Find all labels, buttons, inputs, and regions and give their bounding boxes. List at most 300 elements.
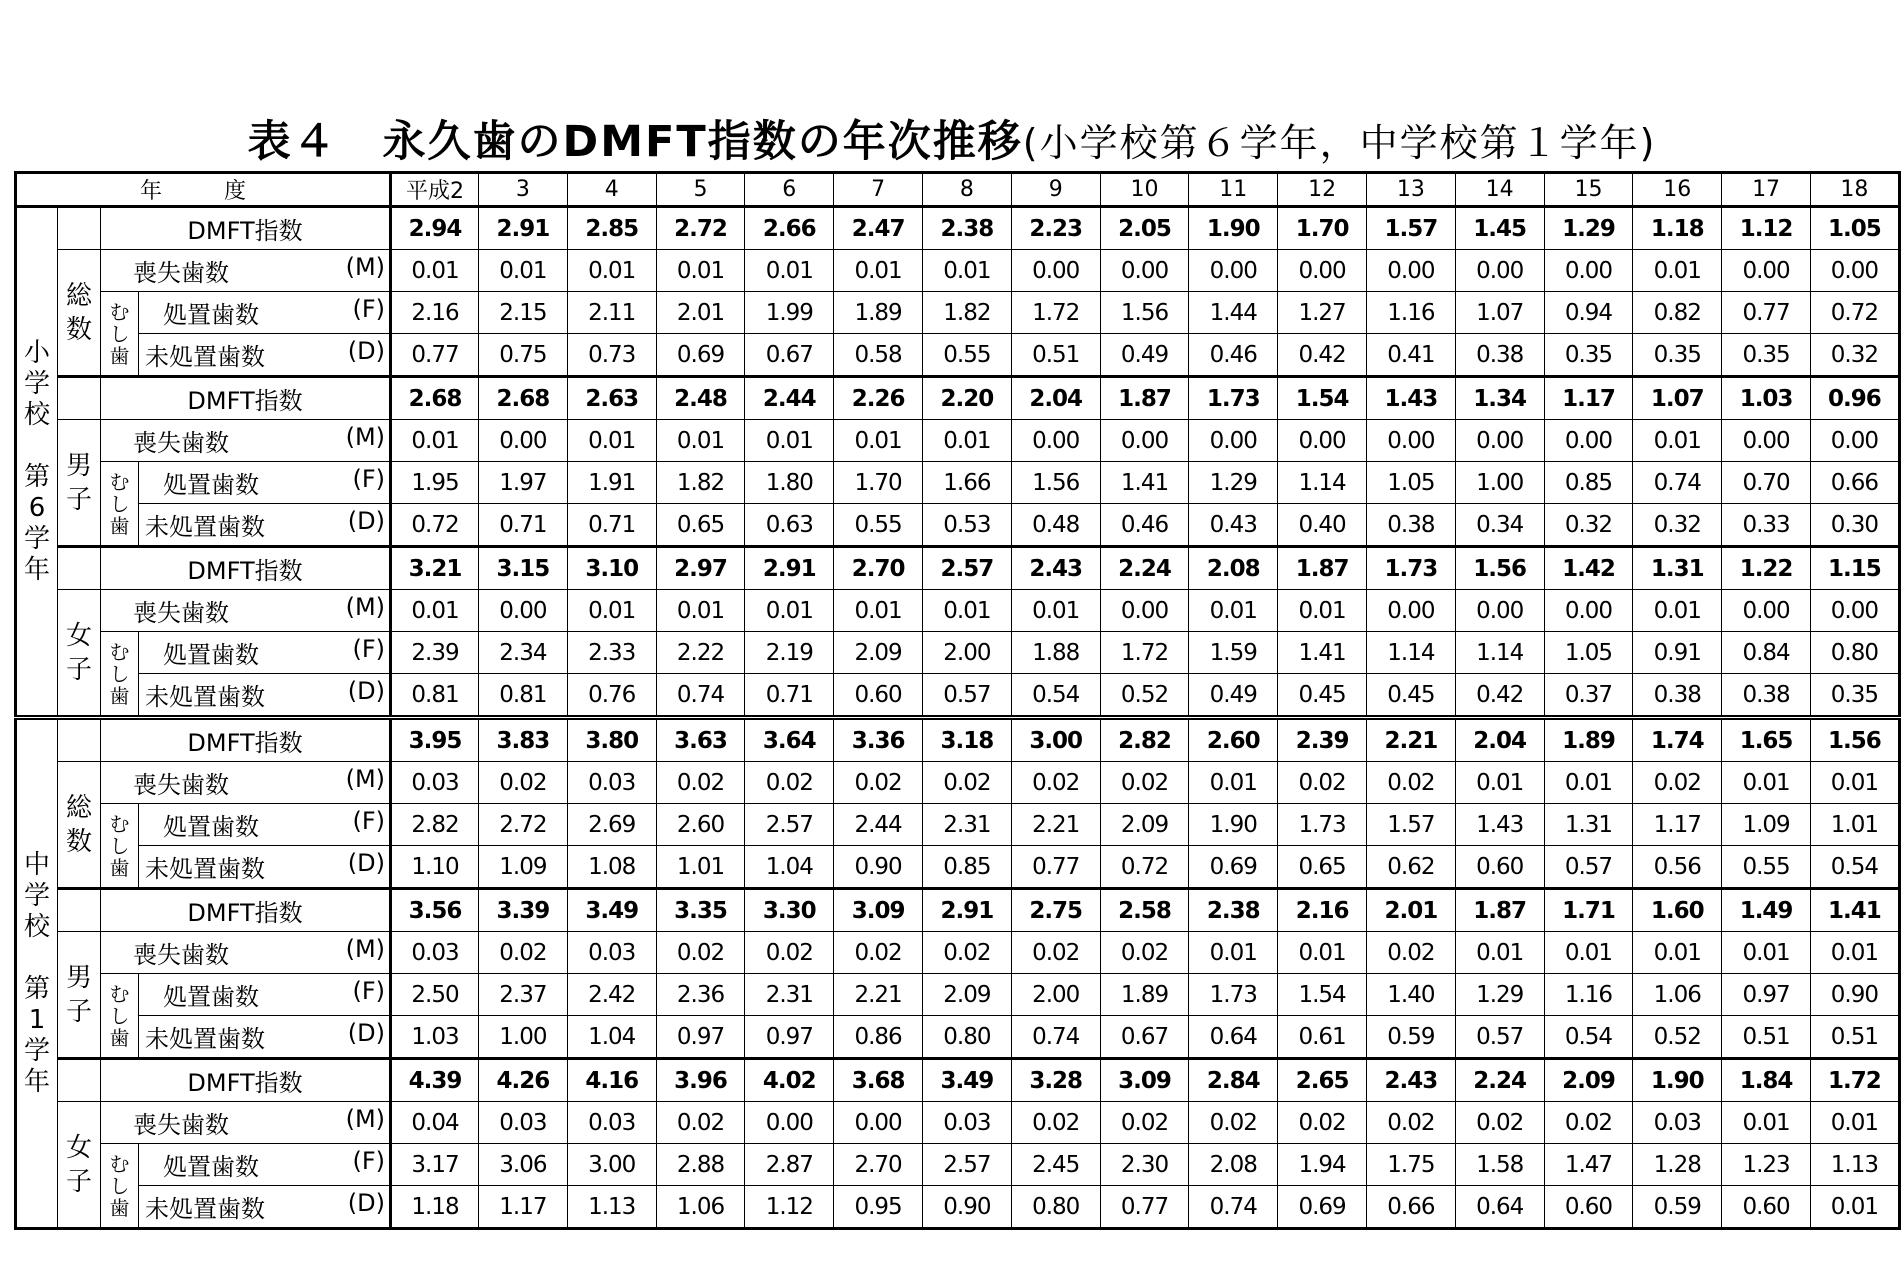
value-cell: 0.01 (479, 250, 568, 292)
value-cell: 0.00 (1810, 420, 1899, 462)
table-row (16, 250, 1900, 292)
value-cell: 2.30 (1100, 1144, 1189, 1186)
value-cell: 2.21 (1011, 804, 1100, 846)
value-cell: 1.23 (1722, 1144, 1811, 1186)
mushi-label-char: し (109, 1173, 130, 1198)
row-label-text: 処置歯数 (163, 813, 259, 841)
row-label-lost (101, 932, 391, 974)
value-cell: 1.14 (1455, 632, 1544, 674)
value-cell: 0.02 (1633, 762, 1722, 804)
value-cell: 0.85 (923, 846, 1012, 889)
value-cell: 0.00 (1722, 420, 1811, 462)
group-label-char: 子 (65, 1166, 92, 1197)
value-cell: 0.38 (1455, 334, 1544, 377)
value-cell: 0.81 (479, 674, 568, 718)
school-label (16, 207, 58, 718)
row-label-text: 処置歯数 (163, 641, 259, 669)
group-label-char: 数 (65, 826, 92, 857)
year-header-cell: 7 (834, 173, 923, 207)
value-cell: 0.01 (1810, 1102, 1899, 1144)
value-cell: 0.77 (391, 334, 479, 377)
value-cell: 2.01 (1366, 889, 1455, 932)
value-cell: 0.32 (1544, 504, 1633, 547)
table-title (0, 108, 1904, 169)
value-cell: 0.00 (1189, 250, 1278, 292)
year-header-cell: 12 (1278, 173, 1367, 207)
mushi-label-char: し (109, 491, 130, 516)
value-cell: 0.51 (1810, 1016, 1899, 1059)
group-spacer (58, 377, 101, 420)
value-cell: 1.34 (1455, 377, 1544, 420)
value-cell: 0.02 (656, 762, 745, 804)
value-cell: 0.02 (1366, 762, 1455, 804)
group-spacer (58, 889, 101, 932)
value-cell: 0.01 (1189, 932, 1278, 974)
value-cell: 2.09 (1100, 804, 1189, 846)
row-label-text: 喪失歯数 (133, 1111, 229, 1139)
value-cell: 0.64 (1455, 1186, 1544, 1229)
value-cell: 0.01 (1810, 1186, 1899, 1229)
value-cell: 0.00 (1810, 590, 1899, 632)
value-cell: 3.28 (1011, 1059, 1100, 1102)
value-cell: 0.65 (656, 504, 745, 547)
value-cell: 0.01 (1189, 762, 1278, 804)
value-cell: 1.89 (1100, 974, 1189, 1016)
title-sub: (小学校第６学年，中学校第１学年) (1022, 121, 1657, 165)
value-cell: 0.57 (1544, 846, 1633, 889)
mushi-label-char: む (109, 811, 130, 836)
value-cell: 1.09 (1722, 804, 1811, 846)
value-cell: 2.47 (834, 207, 923, 250)
value-cell: 2.48 (656, 377, 745, 420)
value-cell: 1.70 (1278, 207, 1367, 250)
value-cell: 3.56 (391, 889, 479, 932)
value-cell: 0.00 (1455, 420, 1544, 462)
value-cell: 2.57 (745, 804, 834, 846)
group-label (58, 420, 101, 547)
mushi-label-char: 歯 (109, 513, 130, 538)
value-cell: 2.01 (656, 292, 745, 334)
value-cell: 3.09 (834, 889, 923, 932)
value-cell: 2.70 (834, 1144, 923, 1186)
value-cell: 0.01 (1278, 590, 1367, 632)
group-label-char: 男 (65, 962, 92, 993)
value-cell: 2.68 (479, 377, 568, 420)
value-cell: 2.44 (745, 377, 834, 420)
value-cell: 2.22 (656, 632, 745, 674)
value-cell: 0.97 (656, 1016, 745, 1059)
value-cell: 3.09 (1100, 1059, 1189, 1102)
year-header-cell: 14 (1455, 173, 1544, 207)
value-cell: 0.51 (1722, 1016, 1811, 1059)
mushi-label-char: む (109, 299, 130, 324)
value-cell: 0.42 (1455, 674, 1544, 718)
value-cell: 1.73 (1278, 804, 1367, 846)
value-cell: 0.02 (1278, 1102, 1367, 1144)
value-cell: 2.38 (1189, 889, 1278, 932)
group-label-char: 数 (65, 314, 92, 345)
school-label-char: 学 (23, 523, 50, 554)
value-cell: 0.66 (1810, 462, 1899, 504)
value-cell: 0.72 (1810, 292, 1899, 334)
value-cell: 0.42 (1278, 334, 1367, 377)
value-cell: 1.28 (1633, 1144, 1722, 1186)
value-cell: 1.14 (1366, 632, 1455, 674)
value-cell: 2.57 (923, 547, 1012, 590)
value-cell: 1.41 (1810, 889, 1899, 932)
value-cell: 0.00 (1544, 590, 1633, 632)
value-cell: 0.52 (1633, 1016, 1722, 1059)
value-cell: 0.40 (1278, 504, 1367, 547)
value-cell: 1.73 (1189, 377, 1278, 420)
value-cell: 1.72 (1011, 292, 1100, 334)
row-label-tag: (D) (347, 1019, 386, 1047)
table-row (16, 1186, 1900, 1229)
school-label-char: 中 (23, 849, 50, 880)
value-cell: 1.90 (1189, 804, 1278, 846)
value-cell: 1.91 (567, 462, 656, 504)
value-cell: 0.97 (1722, 974, 1811, 1016)
mushi-label-char: む (109, 469, 130, 494)
value-cell: 1.04 (745, 846, 834, 889)
value-cell: 0.60 (1544, 1186, 1633, 1229)
table-row (16, 1102, 1900, 1144)
value-cell: 0.62 (1366, 846, 1455, 889)
value-cell: 2.50 (391, 974, 479, 1016)
table-row (16, 632, 1900, 674)
row-label-tag: (M) (345, 253, 386, 281)
value-cell: 1.05 (1366, 462, 1455, 504)
value-cell: 2.75 (1011, 889, 1100, 932)
value-cell: 4.02 (745, 1059, 834, 1102)
value-cell: 1.84 (1722, 1059, 1811, 1102)
year-header-cell: 9 (1011, 173, 1100, 207)
value-cell: 2.24 (1455, 1059, 1544, 1102)
group-label-char: 男 (65, 450, 92, 481)
value-cell: 3.49 (923, 1059, 1012, 1102)
value-cell: 2.37 (479, 974, 568, 1016)
group-label-char: 総 (65, 280, 92, 311)
group-label (58, 1102, 101, 1229)
value-cell: 0.51 (1011, 334, 1100, 377)
year-header-cell: 17 (1722, 173, 1811, 207)
value-cell: 1.59 (1189, 632, 1278, 674)
value-cell: 0.00 (745, 1102, 834, 1144)
value-cell: 0.01 (923, 420, 1012, 462)
mushi-label-char: 歯 (109, 683, 130, 708)
value-cell: 0.33 (1722, 504, 1811, 547)
value-cell: 1.47 (1544, 1144, 1633, 1186)
value-cell: 0.55 (1722, 846, 1811, 889)
value-cell: 1.99 (745, 292, 834, 334)
value-cell: 0.02 (1278, 762, 1367, 804)
school-label-char: 学 (23, 368, 50, 399)
value-cell: 0.64 (1189, 1016, 1278, 1059)
value-cell: 1.01 (656, 846, 745, 889)
mushi-label-char: し (109, 833, 130, 858)
value-cell: 2.85 (567, 207, 656, 250)
value-cell: 0.03 (391, 762, 479, 804)
value-cell: 0.01 (745, 590, 834, 632)
value-cell: 1.90 (1633, 1059, 1722, 1102)
value-cell: 0.01 (1633, 250, 1722, 292)
value-cell: 1.60 (1633, 889, 1722, 932)
year-header-cell: 平成2 (391, 173, 479, 207)
value-cell: 0.02 (1100, 1102, 1189, 1144)
value-cell: 0.01 (834, 420, 923, 462)
value-cell: 0.69 (1278, 1186, 1367, 1229)
value-cell: 0.69 (1189, 846, 1278, 889)
group-spacer (58, 718, 101, 762)
value-cell: 2.91 (479, 207, 568, 250)
value-cell: 0.49 (1189, 674, 1278, 718)
value-cell: 0.60 (1455, 846, 1544, 889)
year-header-cell: 15 (1544, 173, 1633, 207)
value-cell: 1.44 (1189, 292, 1278, 334)
value-cell: 1.80 (745, 462, 834, 504)
value-cell: 0.57 (923, 674, 1012, 718)
value-cell: 1.41 (1278, 632, 1367, 674)
school-label-char: 第 (23, 973, 50, 1004)
table-row (16, 1059, 1900, 1102)
mushi-label-char: し (109, 661, 130, 686)
row-label-tag: (M) (345, 1105, 386, 1133)
value-cell: 0.90 (1810, 974, 1899, 1016)
row-label-tag: (F) (352, 1147, 386, 1175)
value-cell: 1.87 (1278, 547, 1367, 590)
value-cell: 1.22 (1722, 547, 1811, 590)
value-cell: 2.15 (479, 292, 568, 334)
value-cell: 1.73 (1366, 547, 1455, 590)
table-row (16, 462, 1900, 504)
year-header-cell: 3 (479, 173, 568, 207)
value-cell: 2.63 (567, 377, 656, 420)
value-cell: 0.02 (745, 762, 834, 804)
value-cell: 2.33 (567, 632, 656, 674)
school-label-char: 1 (28, 1004, 46, 1035)
group-spacer (58, 207, 101, 250)
value-cell: 0.01 (1633, 932, 1722, 974)
value-cell: 3.96 (656, 1059, 745, 1102)
value-cell: 3.63 (656, 718, 745, 762)
value-cell: 2.43 (1011, 547, 1100, 590)
row-label-lost (101, 762, 391, 804)
value-cell: 2.82 (391, 804, 479, 846)
value-cell: 0.02 (479, 932, 568, 974)
row-label-text: 処置歯数 (163, 301, 259, 329)
table-row (16, 846, 1900, 889)
value-cell: 1.71 (1544, 889, 1633, 932)
table-row (16, 292, 1900, 334)
group-label-char: 子 (65, 996, 92, 1027)
value-cell: 0.00 (1278, 420, 1367, 462)
value-cell: 4.26 (479, 1059, 568, 1102)
value-cell: 1.89 (1544, 718, 1633, 762)
value-cell: 0.91 (1633, 632, 1722, 674)
year-header-cell: 4 (567, 173, 656, 207)
value-cell: 0.72 (391, 504, 479, 547)
row-label-decayed (139, 334, 391, 377)
value-cell: 1.01 (1810, 804, 1899, 846)
row-label-lost (101, 250, 391, 292)
row-label-text: 処置歯数 (163, 1153, 259, 1181)
value-cell: 3.49 (567, 889, 656, 932)
table-row (16, 377, 1900, 420)
value-cell: 0.80 (1810, 632, 1899, 674)
value-cell: 0.00 (1100, 420, 1189, 462)
value-cell: 0.02 (1011, 1102, 1100, 1144)
school-label-char: 小 (23, 337, 50, 368)
value-cell: 2.39 (1278, 718, 1367, 762)
school-label-char: 学 (23, 880, 50, 911)
value-cell: 0.97 (745, 1016, 834, 1059)
value-cell: 0.48 (1011, 504, 1100, 547)
table-row (16, 1016, 1900, 1059)
value-cell: 0.03 (567, 762, 656, 804)
mushi-label-char: 歯 (109, 343, 130, 368)
value-cell: 1.58 (1455, 1144, 1544, 1186)
value-cell: 0.71 (479, 504, 568, 547)
value-cell: 1.17 (1633, 804, 1722, 846)
row-label-tag: (M) (345, 593, 386, 621)
value-cell: 1.56 (1100, 292, 1189, 334)
value-cell: 0.01 (923, 250, 1012, 292)
value-cell: 4.39 (391, 1059, 479, 1102)
value-cell: 0.01 (1810, 932, 1899, 974)
value-cell: 0.02 (1366, 1102, 1455, 1144)
value-cell: 1.56 (1011, 462, 1100, 504)
value-cell: 0.02 (1100, 762, 1189, 804)
value-cell: 2.24 (1100, 547, 1189, 590)
year-header-cell: 11 (1189, 173, 1278, 207)
value-cell: 3.00 (1011, 718, 1100, 762)
value-cell: 1.82 (656, 462, 745, 504)
value-cell: 2.04 (1011, 377, 1100, 420)
value-cell: 0.70 (1722, 462, 1811, 504)
row-label-tag: (F) (352, 807, 386, 835)
value-cell: 2.11 (567, 292, 656, 334)
value-cell: 0.00 (1544, 250, 1633, 292)
school-label-char: 校 (23, 911, 50, 942)
table-row (16, 504, 1900, 547)
value-cell: 1.12 (1722, 207, 1811, 250)
row-label-tag: (F) (352, 295, 386, 323)
value-cell: 1.54 (1278, 377, 1367, 420)
row-label-tag: (D) (347, 337, 386, 365)
group-label (58, 932, 101, 1059)
mushi-label-char: し (109, 1003, 130, 1028)
value-cell: 0.00 (479, 420, 568, 462)
row-label-decayed (139, 1016, 391, 1059)
value-cell: 1.31 (1633, 547, 1722, 590)
value-cell: 1.09 (479, 846, 568, 889)
value-cell: 0.60 (834, 674, 923, 718)
value-cell: 1.18 (1633, 207, 1722, 250)
value-cell: 0.01 (391, 250, 479, 292)
value-cell: 1.06 (656, 1186, 745, 1229)
value-cell: 1.29 (1189, 462, 1278, 504)
value-cell: 0.02 (1189, 1102, 1278, 1144)
group-label (58, 762, 101, 889)
value-cell: 1.42 (1544, 547, 1633, 590)
value-cell: 0.00 (1366, 590, 1455, 632)
value-cell: 1.15 (1810, 547, 1899, 590)
school-label-char: 第 (23, 461, 50, 492)
row-label-tag: (D) (347, 677, 386, 705)
value-cell: 1.82 (923, 292, 1012, 334)
value-cell: 0.02 (1455, 1102, 1544, 1144)
value-cell: 2.91 (923, 889, 1012, 932)
value-cell: 2.31 (745, 974, 834, 1016)
value-cell: 0.01 (656, 250, 745, 292)
table-row (16, 674, 1900, 718)
value-cell: 0.80 (923, 1016, 1012, 1059)
row-label-text: 喪失歯数 (133, 429, 229, 457)
group-spacer (58, 1059, 101, 1102)
value-cell: 0.03 (567, 932, 656, 974)
row-label-lost (101, 420, 391, 462)
value-cell: 0.54 (1544, 1016, 1633, 1059)
value-cell: 0.00 (1011, 420, 1100, 462)
value-cell: 2.21 (834, 974, 923, 1016)
value-cell: 1.49 (1722, 889, 1811, 932)
value-cell: 2.70 (834, 547, 923, 590)
value-cell: 0.71 (567, 504, 656, 547)
table-row (16, 420, 1900, 462)
table-body (16, 173, 1900, 1229)
group-label-char: 総 (65, 792, 92, 823)
value-cell: 0.49 (1100, 334, 1189, 377)
table-row (16, 889, 1900, 932)
mushi-label (101, 804, 139, 889)
value-cell: 0.57 (1455, 1016, 1544, 1059)
row-label-filled (139, 462, 391, 504)
value-cell: 0.02 (1011, 932, 1100, 974)
row-label-tag: (D) (347, 849, 386, 877)
value-cell: 3.17 (391, 1144, 479, 1186)
value-cell: 0.02 (923, 932, 1012, 974)
value-cell: 2.09 (1544, 1059, 1633, 1102)
row-label-dmft: DMFT指数 (101, 889, 391, 932)
value-cell: 0.01 (1544, 762, 1633, 804)
value-cell: 2.23 (1011, 207, 1100, 250)
value-cell: 3.36 (834, 718, 923, 762)
value-cell: 0.60 (1722, 1186, 1811, 1229)
school-label-char: 6 (28, 492, 46, 523)
value-cell: 2.21 (1366, 718, 1455, 762)
value-cell: 1.70 (834, 462, 923, 504)
value-cell: 0.01 (1633, 420, 1722, 462)
mushi-label (101, 462, 139, 547)
value-cell: 3.06 (479, 1144, 568, 1186)
value-cell: 0.61 (1278, 1016, 1367, 1059)
value-cell: 0.35 (1544, 334, 1633, 377)
value-cell: 0.55 (923, 334, 1012, 377)
row-label-text: 喪失歯数 (133, 771, 229, 799)
mushi-label-char: む (109, 1151, 130, 1176)
value-cell: 0.00 (1722, 250, 1811, 292)
value-cell: 3.95 (391, 718, 479, 762)
value-cell: 0.00 (1722, 590, 1811, 632)
school-label-char: 校 (23, 399, 50, 430)
value-cell: 1.90 (1189, 207, 1278, 250)
value-cell: 2.00 (1011, 974, 1100, 1016)
row-label-filled (139, 804, 391, 846)
value-cell: 2.68 (391, 377, 479, 420)
value-cell: 1.41 (1100, 462, 1189, 504)
value-cell: 0.03 (567, 1102, 656, 1144)
row-label-lost (101, 590, 391, 632)
